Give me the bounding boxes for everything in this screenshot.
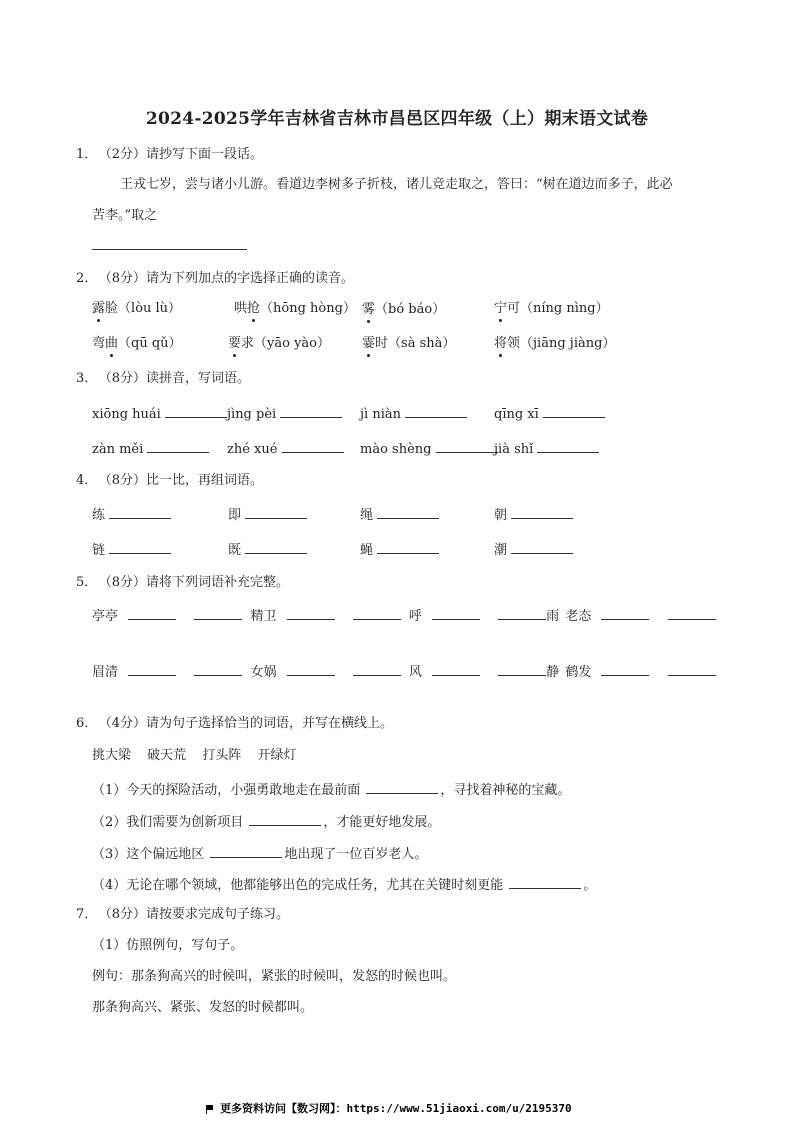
character-blank-item[interactable]	[360, 540, 439, 560]
pinyin-options: （hōng hòng）	[260, 301, 356, 316]
character-blank-item[interactable]	[92, 505, 171, 525]
question-prompt: （8分）请将下列词语补充完整。	[105, 575, 290, 590]
pinyin-blank-item[interactable]	[494, 439, 599, 459]
pinyin-choice-item[interactable]	[92, 300, 181, 318]
dotted-char: 宁	[494, 301, 508, 316]
passage-line-1: 王戎七岁，尝与诸小儿游。看道边李树多子折枝，诸儿竞走取之，答曰：“树在道边而多子，此必	[120, 177, 673, 192]
idiom-part: 静	[546, 665, 560, 680]
character-blank-item[interactable]	[92, 540, 171, 560]
sub-question: （1）仿照例句，写句子。	[92, 938, 244, 953]
flag-icon	[206, 1105, 214, 1113]
word-options	[92, 747, 296, 765]
pinyin-blank-item[interactable]	[360, 439, 498, 459]
sentence-text: （4）无论在哪个领域，他都能够出色的完成任务，尤其在关键时刻更能	[92, 878, 504, 893]
pinyin-choice-item[interactable]	[494, 300, 609, 318]
pinyin-label: zhé xué	[227, 442, 278, 457]
question-4-header	[76, 472, 263, 490]
question-3-header	[76, 370, 250, 388]
question-prompt: （8分）比一比，再组词语。	[105, 473, 264, 488]
idiom-part: 风	[408, 665, 422, 680]
footer-link[interactable]	[206, 1100, 572, 1116]
character-blank-item[interactable]	[228, 505, 307, 525]
word-rest: 脸	[105, 301, 119, 316]
sentence-text: ，才能更好地发展。	[323, 815, 441, 830]
pinyin-label: xiōng huái	[92, 407, 161, 422]
question-prompt: （4分）请为句子选择恰当的词语，并写在横线上。	[105, 716, 394, 731]
page-title: 2024-2025学年吉林省吉林市昌邑区四年级（上）期末语文试卷	[145, 109, 649, 129]
question-7-header	[76, 906, 289, 924]
question-2-header	[76, 270, 354, 288]
sentence-2[interactable]	[92, 812, 440, 832]
word-rest: 求	[241, 336, 255, 351]
pinyin-options: （qū qǔ）	[118, 336, 182, 351]
dotted-char: 要	[228, 336, 242, 351]
character-label: 朝	[494, 508, 508, 523]
pinyin-label: jì niàn	[360, 407, 401, 422]
pinyin-blank-item[interactable]	[360, 404, 467, 424]
idiom-part: 眉清	[92, 665, 119, 680]
character-label: 链	[92, 543, 106, 558]
pinyin-options: （yāo yào）	[254, 336, 331, 351]
question-number: 3．	[76, 371, 98, 386]
idiom-part: 呼	[408, 609, 422, 624]
word-rest: 弯	[92, 336, 106, 351]
pinyin-blank-item[interactable]	[227, 439, 344, 459]
question-prompt: （8分）请为下列加点的字选择正确的读音。	[105, 271, 355, 286]
character-blank-item[interactable]	[228, 540, 307, 560]
sentence-text: （1）今天的探险活动，小强勇敢地走在最前面	[92, 783, 361, 798]
character-label: 潮	[494, 543, 508, 558]
sentence-text: 。	[583, 878, 597, 893]
example-sentence: 例句：那条狗高兴的时候叫，紧张的时候叫，发怒的时候也叫。	[92, 969, 457, 984]
idiom-part: 女娲	[250, 665, 277, 680]
idiom-row-1[interactable]	[92, 606, 716, 626]
word-rest: 哄	[234, 301, 248, 316]
footer-text: 更多资料访问【数习网】：https://www.51jiaoxi.com/u/2195370	[220, 1102, 572, 1115]
dotted-char: 将	[494, 336, 508, 351]
pinyin-options: （jiāng jiàng）	[520, 336, 616, 351]
sentence-text: ，寻找着神秘的宝藏。	[440, 783, 571, 798]
question-number: 7．	[76, 907, 98, 922]
sentence-4[interactable]	[92, 875, 596, 895]
dotted-char: 雾	[362, 302, 376, 317]
pinyin-choice-item[interactable]	[92, 335, 182, 353]
word-rest: 领	[507, 336, 521, 351]
sentence-1[interactable]	[92, 780, 570, 800]
question-prompt: （2分）请抄写下面一段话。	[105, 147, 264, 162]
question-prompt: （8分）读拼音，写词语。	[105, 371, 251, 386]
sentence-3[interactable]	[92, 844, 427, 864]
idiom-part: 老态	[565, 609, 592, 624]
idiom-part: 雨	[546, 609, 560, 624]
word-option: 打头阵	[202, 748, 242, 763]
character-label: 既	[228, 543, 242, 558]
sentence-text: 地出现了一位百岁老人。	[284, 847, 428, 862]
sentence-text: （2）我们需要为创新项目	[92, 815, 244, 830]
character-label: 绳	[360, 508, 374, 523]
question-number: 4．	[76, 473, 98, 488]
question-number: 1．	[76, 147, 98, 162]
given-sentence: 那条狗高兴、紧张、发怒的时候都叫。	[92, 1000, 314, 1015]
character-blank-item[interactable]	[494, 505, 573, 525]
character-blank-item[interactable]	[494, 540, 573, 560]
question-prompt: （8分）请按要求完成句子练习。	[105, 907, 290, 922]
pinyin-blank-item[interactable]	[227, 404, 342, 424]
question-5-header	[76, 574, 289, 592]
word-rest: 可	[507, 301, 521, 316]
idiom-row-2[interactable]	[92, 662, 716, 682]
pinyin-label: qīng xī	[494, 407, 539, 422]
pinyin-choice-item[interactable]	[362, 335, 455, 353]
dotted-char: 抢	[247, 301, 261, 316]
pinyin-choice-item[interactable]	[494, 335, 615, 353]
idiom-part: 亭亭	[92, 609, 119, 624]
dotted-char: 曲	[105, 336, 119, 351]
question-1-header	[76, 146, 263, 164]
character-label: 蝇	[360, 543, 374, 558]
question-number: 6．	[76, 716, 98, 731]
dotted-char: 霎	[362, 336, 376, 351]
question-number: 5．	[76, 575, 98, 590]
idiom-part: 鹤发	[565, 665, 592, 680]
question-number: 2．	[76, 271, 98, 286]
pinyin-blank-item[interactable]	[92, 439, 209, 459]
pinyin-options: （níng nìng）	[520, 301, 609, 316]
pinyin-blank-item[interactable]	[92, 404, 227, 424]
word-option: 挑大梁	[92, 748, 132, 763]
pinyin-blank-item[interactable]	[494, 404, 605, 424]
pinyin-choice-item[interactable]	[234, 300, 356, 318]
sentence-text: （3）这个偏远地区	[92, 847, 205, 862]
idiom-part: 精卫	[250, 609, 277, 624]
answer-blank[interactable]	[92, 236, 247, 256]
word-rest: 时	[375, 336, 389, 351]
pinyin-options: （lòu lù）	[118, 301, 182, 316]
passage-line-2: 苦李。”取之	[92, 208, 158, 223]
pinyin-choice-item[interactable]	[362, 301, 445, 319]
pinyin-options: （sà shà）	[388, 336, 456, 351]
pinyin-label: jìng pèi	[227, 407, 277, 422]
pinyin-label: mào shèng	[360, 442, 432, 457]
pinyin-label: zàn měi	[92, 442, 144, 457]
dotted-char: 露	[92, 301, 106, 316]
word-option: 破天荒	[147, 748, 187, 763]
word-option: 开绿灯	[257, 748, 297, 763]
question-6-header	[76, 715, 393, 733]
character-blank-item[interactable]	[360, 505, 439, 525]
pinyin-choice-item[interactable]	[228, 335, 330, 353]
pinyin-options: （bó báo）	[375, 302, 446, 317]
pinyin-label: jià shǐ	[494, 442, 534, 457]
character-label: 即	[228, 508, 242, 523]
character-label: 练	[92, 508, 106, 523]
